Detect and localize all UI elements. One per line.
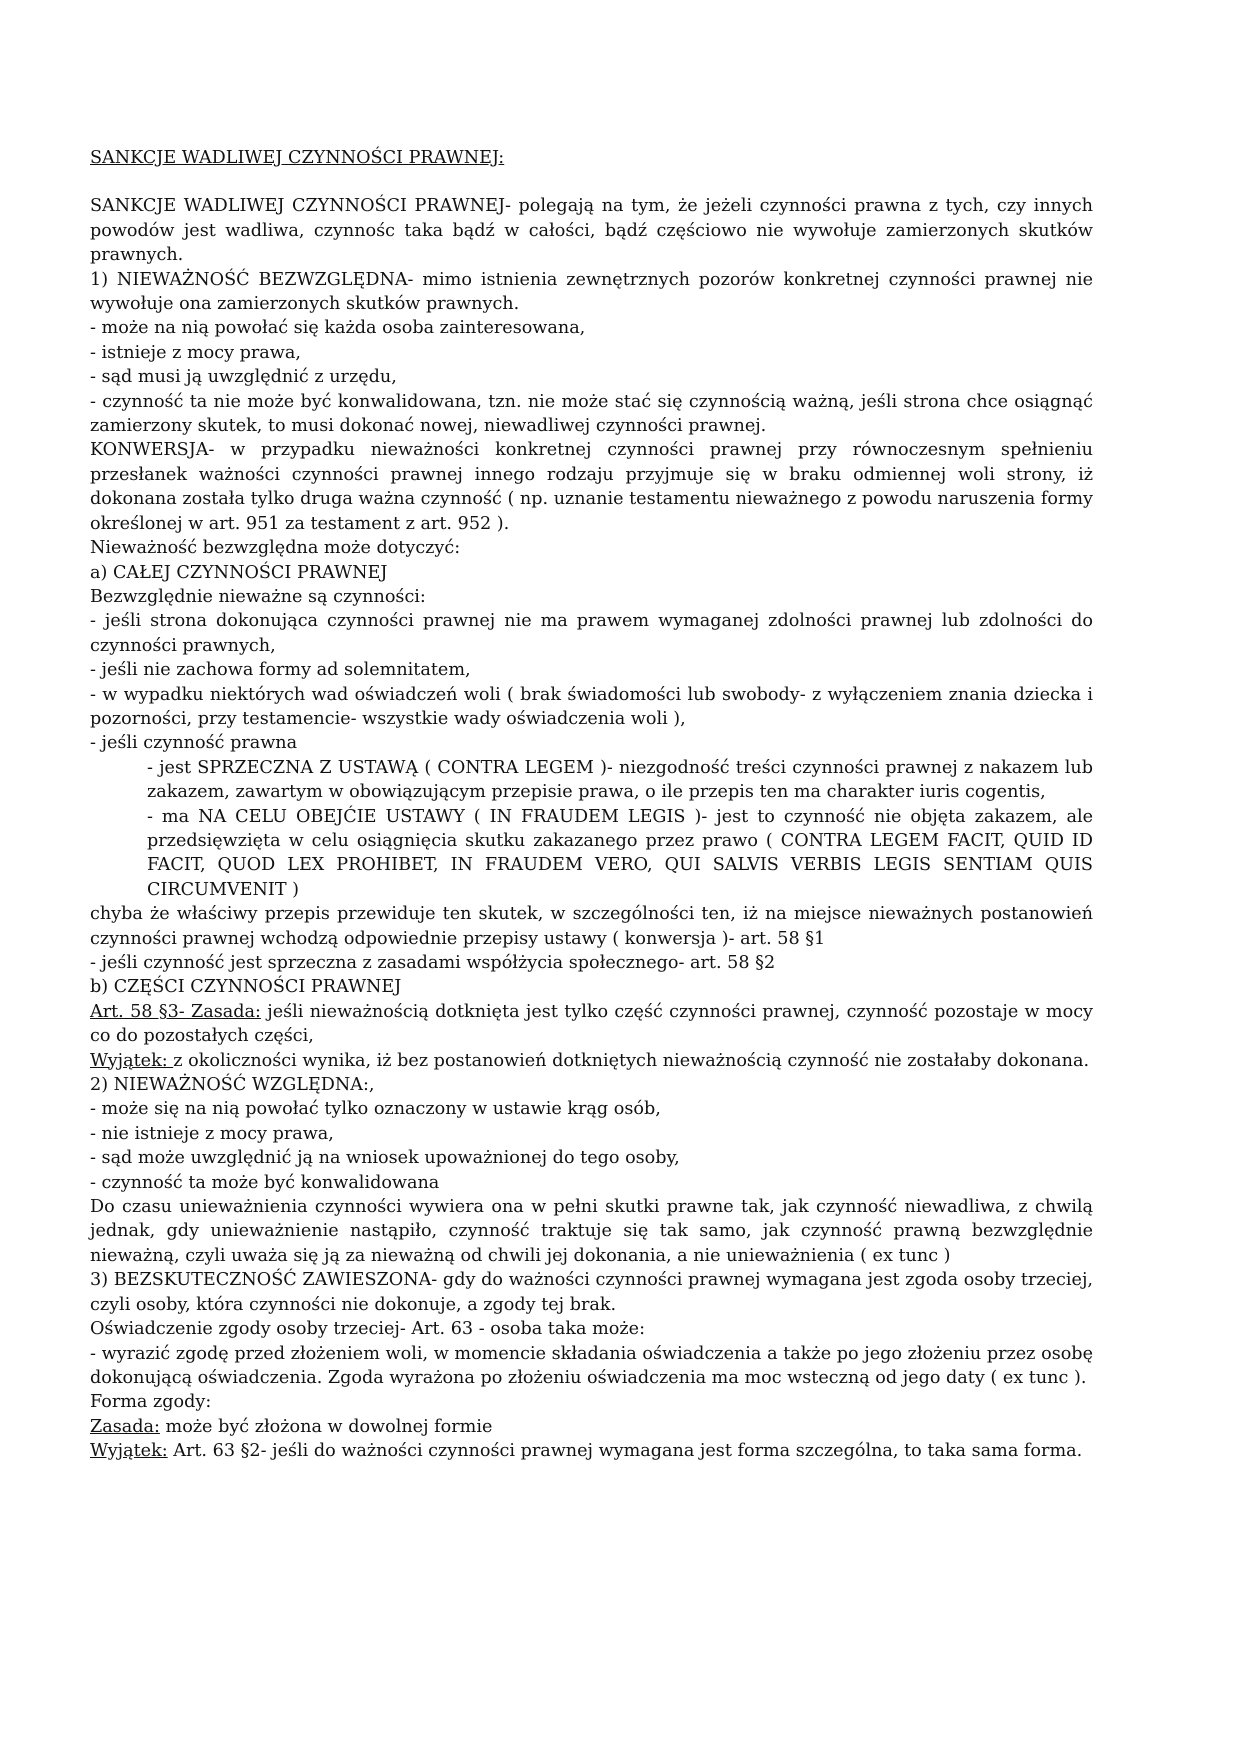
a-bullet-4-sub-1: - jest SPRZECZNA Z USTAWĄ ( CONTRA LEGEM )- niezgodność treści czynności prawnej z nakazem lub zakazem, zawartym w obowiązującym przepisie prawa, o ile przepis ten ma charakter iuris cogentis, xyxy=(147,757,1093,803)
intro-paragraph: SANKCJE WADLIWEJ CZYNNOŚCI PRAWNEJ- polegają na tym, że jeżeli czynności prawna z tych, czy innych powodów jest wadliwa, czynnośc taka bądź w całości, bądź częściowo nie wywołuje zamierzonych skutków prawnych. xyxy=(90,196,1093,266)
document-page xyxy=(90,146,1093,1464)
niewaznosc-dotyczyc: Nieważność bezwzględna może dotyczyć: xyxy=(90,538,461,559)
b-exception-paragraph xyxy=(90,1049,1093,1073)
s3-exception-text: Art. 63 §2- jeśli do ważności czynności prawnej wymagana jest forma szczególna, to taka sama forma. xyxy=(167,1441,1083,1462)
subsection-b-heading: b) CZĘŚCI CZYNNOŚCI PRAWNEJ xyxy=(90,977,402,998)
s3-exception-label: Wyjątek: xyxy=(90,1441,168,1462)
s3-paragraph-3: Forma zgody: xyxy=(90,1392,212,1413)
s2-bullet-1: - może się na nią powołać tylko oznaczony w ustawie krąg osób, xyxy=(90,1099,661,1120)
s1-bullet-2: - istnieje z mocy prawa, xyxy=(90,342,301,363)
s3-rule-paragraph xyxy=(90,1415,1093,1439)
s2-paragraph: Do czasu unieważnienia czynności wywiera ona w pełni skutki prawne tak, jak czynność niewadliwa, z chwilą jednak, gdy unieważnienie nastąpiło, czynność traktuje się tak samo, jak czynność prawną bezwzględnie nieważną, czyli uważa się ją za nieważną od chwili jej dokonania, a nie unieważnienia ( ex tunc ) xyxy=(90,1197,1093,1266)
b-rule-paragraph xyxy=(90,1000,1093,1049)
s3-paragraph-2: - wyrazić zgodę przed złożeniem woli, w momencie składania oświadczenia a także po jego złożeniu przez osobę dokonującą oświadczenia. Zgoda wyrażona po złożeniu oświadczenia ma moc wsteczną od jego daty ( ex tunc ). xyxy=(90,1343,1093,1388)
s3-rule-label: Zasada: xyxy=(90,1416,160,1437)
s3-rule-text: może być złożona w dowolnej formie xyxy=(159,1416,493,1437)
s2-bullet-2: - nie istnieje z mocy prawa, xyxy=(90,1123,334,1144)
subsection-a-heading: a) CAŁEJ CZYNNOŚCI PRAWNEJ xyxy=(90,562,388,583)
a-bullet-1: - jeśli strona dokonująca czynności prawnej nie ma prawem wymaganej zdolności prawnej lub zdolności do czynności prawnych, xyxy=(90,611,1093,656)
s2-bullet-3: - sąd może uwzględnić ją na wniosek upoważnionej do tego osoby, xyxy=(90,1148,680,1169)
s1-bullet-4: - czynność ta nie może być konwalidowana, tzn. nie może stać się czynnością ważną, jeśli strona chce osiągnąć zamierzony skutek, to musi dokonać nowej, niewadliwej czynności prawnej. xyxy=(90,391,1093,437)
subsection-a-intro: Bezwzględnie nieważne są czynności: xyxy=(90,586,426,607)
s2-bullet-4: - czynność ta może być konwalidowana xyxy=(90,1172,440,1193)
a-bullet-4: - jeśli czynność prawna xyxy=(90,733,298,754)
s1-bullet-3: - sąd musi ją uwzględnić z urzędu, xyxy=(90,367,397,388)
b-rule-text: jeśli nieważnością dotknięta jest tylko część czynności prawnej, czynność pozostaje w mocy co do pozostałych części, xyxy=(90,1001,1093,1047)
a-bullet-3: - w wypadku niektórych wad oświadczeń woli ( brak świadomości lub swobody- z wyłączeniem znania dziecka i pozorności, przy testamencie- wszystkie wady oświadczenia woli ), xyxy=(90,684,1093,729)
a-paragraph-chyba: chyba że właściwy przepis przewiduje ten skutek, w szczególności ten, iż na miejsce nieważnych postanowień czynności prawnej wchodzą odpowiednie przepisy ustawy ( konwersja )- art. 58 §1 xyxy=(90,904,1093,949)
s3-paragraph-1: Oświadczenie zgody osoby trzeciej- Art. 63 - osoba taka może: xyxy=(90,1319,645,1340)
section-2-heading: 2) NIEWAŻNOŚĆ WZGLĘDNA:, xyxy=(90,1075,375,1096)
b-rule-label: Art. 58 §3- Zasada: xyxy=(90,1001,261,1022)
document-title: SANKCJE WADLIWEJ CZYNNOŚCI PRAWNEJ: xyxy=(90,148,505,168)
b-exception-label: Wyjątek: xyxy=(90,1050,174,1071)
s1-bullet-1: - może na nią powołać się każda osoba zainteresowana, xyxy=(90,318,586,339)
a-bullet-5: - jeśli czynność jest sprzeczna z zasadami współżycia społecznego- art. 58 §2 xyxy=(90,953,776,973)
b-exception-text: z okoliczności wynika, iż bez postanowień dotkniętych nieważnością czynność nie zostałaby dokonana. xyxy=(173,1050,1090,1071)
section-1-heading: 1) NIEWAŻNOŚĆ BEZWZGLĘDNA- mimo istnienia zewnętrznych pozorów konkretnej czynności prawnej nie wywołuje ona zamierzonych skutków prawnych. xyxy=(90,269,1093,315)
s3-exception-paragraph xyxy=(90,1439,1093,1463)
section-3-heading: 3) BEZSKUTECZNOŚĆ ZAWIESZONA- gdy do ważności czynności prawnej wymagana jest zgoda osoby trzeciej, czyli osoby, która czynności nie dokonuje, a zgody tej brak. xyxy=(90,1270,1093,1315)
a-bullet-4-sub-2: - ma NA CELU OBEJĆIE USTAWY ( IN FRAUDEM LEGIS )- jest to czynność nie objęta zakazem, ale przedsięwzięta w celu osiągnięcia skutku zakazanego przez prawo ( CONTRA LEGEM FACIT, QUID ID FACIT, QUOD LEX PROHIBET, IN FRAUDEM VERO, QUI SALVIS VERBIS LEGIS SENTIAM QUIS CIRCUMVENIT ) xyxy=(147,806,1093,900)
a-bullet-2: - jeśli nie zachowa formy ad solemnitatem, xyxy=(90,660,471,681)
konwersja-paragraph: KONWERSJA- w przypadku nieważności konkretnej czynności prawnej przy równoczesnym spełnieniu przesłanek ważności czynności prawnej innego rodzaju przyjmuje się w braku odmiennej woli strony, iż dokonana została tylko druga ważna czynność ( np. uznanie testamentu nieważnego z powodu naruszenia formy określonej w art. 951 za testament z art. 952 ). xyxy=(90,440,1093,534)
